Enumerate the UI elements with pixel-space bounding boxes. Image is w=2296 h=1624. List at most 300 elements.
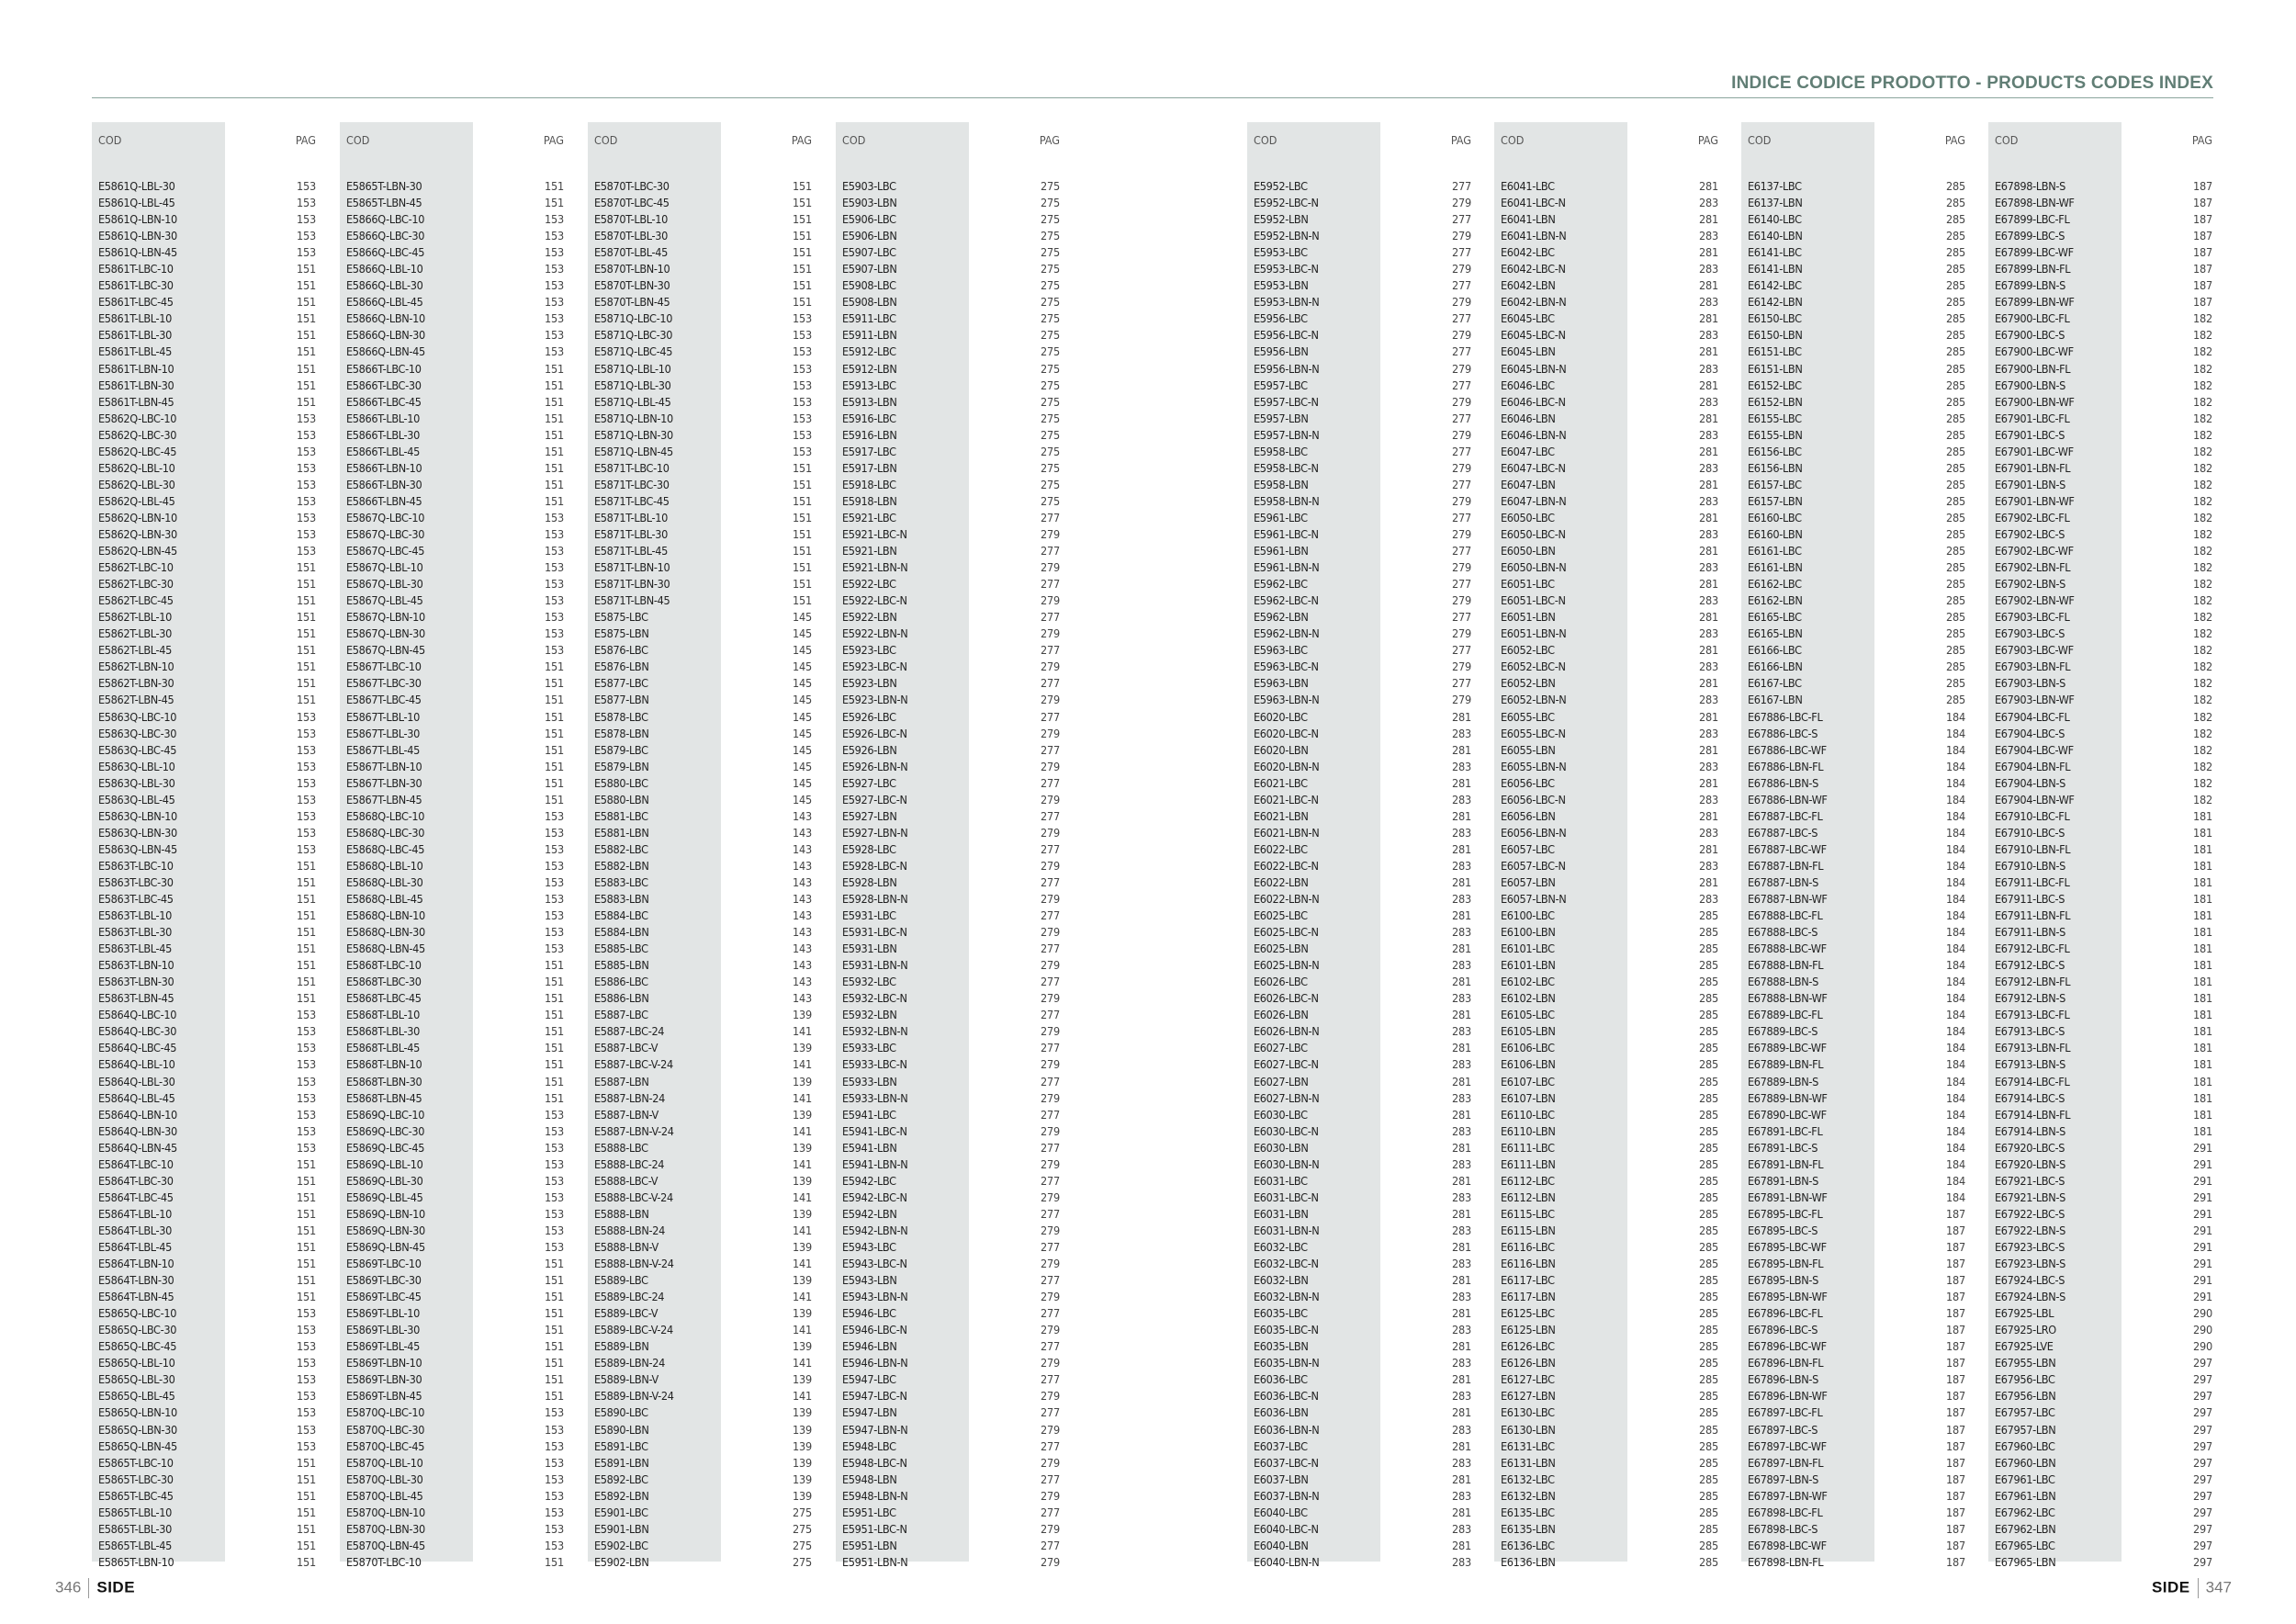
page-number: 151 <box>544 676 564 691</box>
index-row <box>1988 1438 2225 1455</box>
page-number: 285 <box>1945 510 1965 524</box>
page-number: 187 <box>2192 295 2212 310</box>
page-number: 151 <box>296 262 316 276</box>
index-row <box>340 294 577 310</box>
index-row <box>1247 726 1484 742</box>
page-number: 182 <box>2192 328 2212 343</box>
index-row <box>340 576 577 592</box>
index-row <box>340 1090 577 1107</box>
index-row <box>836 310 1073 327</box>
product-code: E67903-LBN-WF <box>1995 693 2075 707</box>
page-number: 153 <box>544 1156 564 1171</box>
product-code: E5867T-LBC-45 <box>346 693 422 707</box>
index-row <box>1741 1355 1978 1371</box>
page-number: 277 <box>1040 544 1060 558</box>
page-number: 181 <box>2192 892 2212 907</box>
index-row <box>836 493 1073 510</box>
product-code: E6105-LBN <box>1501 1024 1556 1039</box>
index-row <box>92 244 329 261</box>
page-number: 151 <box>544 1257 564 1271</box>
index-row <box>1741 759 1978 775</box>
page-number: 151 <box>544 1306 564 1321</box>
index-row <box>836 1040 1073 1056</box>
product-code: E5943-LBN <box>842 1273 897 1288</box>
product-code: E5870T-LBC-10 <box>346 1554 422 1569</box>
page-number: 283 <box>1698 626 1718 641</box>
product-code: E5870T-LBC-45 <box>594 196 670 210</box>
product-code: E5889-LBC-24 <box>594 1290 665 1304</box>
index-row <box>836 526 1073 543</box>
page-number: 153 <box>544 1140 564 1155</box>
index-row <box>1247 244 1484 261</box>
footer-divider <box>88 1578 89 1598</box>
product-code: E5869T-LBC-45 <box>346 1290 422 1304</box>
product-code: E67888-LBC-FL <box>1748 908 1823 923</box>
product-code: E5963-LBN <box>1254 676 1309 691</box>
product-code: E6116-LBC <box>1501 1240 1555 1254</box>
index-row <box>836 709 1073 726</box>
product-code: E67889-LBN-S <box>1748 1074 1818 1088</box>
product-code: E5866T-LBN-45 <box>346 493 422 508</box>
product-code: E5928-LBC-N <box>842 858 907 873</box>
product-code: E6042-LBN <box>1501 278 1556 293</box>
page-number: 182 <box>2192 493 2212 508</box>
page-number: 153 <box>544 311 564 326</box>
product-code: E5864T-LBC-10 <box>98 1156 174 1171</box>
page-header-label: PAG <box>543 133 564 147</box>
product-code: E5869Q-LBN-30 <box>346 1223 425 1237</box>
product-code: E67887-LBN-FL <box>1748 858 1824 873</box>
product-code: E5888-LBN <box>594 1206 649 1221</box>
index-row <box>1741 642 1978 659</box>
product-code: E67896-LBN-WF <box>1748 1389 1828 1404</box>
index-row <box>836 195 1073 211</box>
page-number: 141 <box>792 1024 812 1039</box>
index-row <box>1247 808 1484 825</box>
page-number: 281 <box>1451 1206 1471 1221</box>
index-row <box>92 1388 329 1404</box>
page-number: 182 <box>2192 693 2212 707</box>
product-code: E6116-LBN <box>1501 1257 1556 1271</box>
index-row <box>92 692 329 708</box>
index-row <box>588 178 825 195</box>
page-number: 151 <box>296 858 316 873</box>
index-row <box>1988 1190 2225 1206</box>
product-code: E5869T-LBL-45 <box>346 1339 420 1354</box>
page-number: 151 <box>296 328 316 343</box>
page-number: 285 <box>1945 577 1965 592</box>
page-number: 291 <box>2192 1257 2212 1271</box>
index-row <box>1247 1190 1484 1206</box>
index-row <box>836 924 1073 941</box>
index-row <box>1494 261 1731 277</box>
index-row <box>340 1140 577 1156</box>
product-code: E5888-LBN-V-24 <box>594 1257 674 1271</box>
index-row <box>836 974 1073 990</box>
index-row <box>1247 277 1484 294</box>
product-code: E67902-LBC-WF <box>1995 544 2074 558</box>
product-code: E67912-LBC-FL <box>1995 942 2070 956</box>
product-code: E67896-LBC-WF <box>1748 1339 1827 1354</box>
index-row <box>588 759 825 775</box>
product-code: E5865Q-LBL-10 <box>98 1356 175 1370</box>
product-code: E6051-LBC-N <box>1501 593 1566 608</box>
index-row <box>588 344 825 360</box>
product-code: E5891-LBN <box>594 1455 649 1470</box>
index-row <box>92 642 329 659</box>
product-code: E5868Q-LBC-45 <box>346 841 425 856</box>
product-code: E6037-LBC <box>1254 1438 1308 1453</box>
index-row <box>1494 1438 1731 1455</box>
index-row <box>1988 609 2225 626</box>
page-number: 153 <box>544 510 564 524</box>
product-code: E5865Q-LBL-45 <box>98 1389 175 1404</box>
product-code: E5887-LBN-V <box>594 1107 658 1122</box>
page-number: 151 <box>296 1554 316 1569</box>
index-row <box>92 1206 329 1223</box>
product-code: E5862Q-LBC-30 <box>98 427 177 442</box>
code-header: COD <box>1995 133 2019 147</box>
product-code: E67897-LBN-WF <box>1748 1488 1828 1503</box>
product-code: E5871Q-LBN-45 <box>594 444 673 458</box>
index-row <box>1988 626 2225 642</box>
page-number: 277 <box>1451 676 1471 691</box>
index-rows <box>340 178 577 1571</box>
product-code: E5863T-LBL-45 <box>98 942 172 956</box>
page-number: 153 <box>792 311 812 326</box>
index-row <box>1988 1355 2225 1371</box>
product-code: E67925-LVE <box>1995 1339 2054 1354</box>
product-code: E5864T-LBN-30 <box>98 1273 174 1288</box>
page-number: 285 <box>1698 1024 1718 1039</box>
product-code: E5887-LBC <box>594 1008 648 1022</box>
page-number: 283 <box>1451 858 1471 873</box>
product-code: E5878-LBC <box>594 709 648 724</box>
page-number: 153 <box>296 1107 316 1122</box>
page-number: 285 <box>1698 1173 1718 1188</box>
page-number: 281 <box>1451 1505 1471 1519</box>
index-row <box>1741 858 1978 874</box>
index-row <box>836 941 1073 957</box>
index-row <box>836 394 1073 411</box>
page-number: 281 <box>1698 411 1718 425</box>
index-row <box>340 394 577 411</box>
page-number: 297 <box>2192 1505 2212 1519</box>
product-code: E5867Q-LBC-45 <box>346 544 425 558</box>
page-number: 283 <box>1698 726 1718 740</box>
page-number: 285 <box>1698 1156 1718 1171</box>
product-code: E5863Q-LBC-45 <box>98 742 177 757</box>
index-row <box>836 1455 1073 1472</box>
index-row <box>836 1472 1073 1488</box>
product-code: E5927-LBN-N <box>842 825 908 840</box>
index-row <box>1247 477 1484 493</box>
product-code: E5908-LBC <box>842 278 896 293</box>
column-header <box>1988 133 2225 148</box>
page-number: 139 <box>792 1488 812 1503</box>
product-code: E6020-LBN <box>1254 742 1309 757</box>
index-row <box>340 1206 577 1223</box>
product-code: E67889-LBN-WF <box>1748 1090 1828 1105</box>
index-row <box>588 1371 825 1388</box>
page-number: 151 <box>296 593 316 608</box>
index-row <box>1247 891 1484 908</box>
product-code: E67895-LBC-WF <box>1748 1240 1827 1254</box>
page-number: 277 <box>1451 378 1471 392</box>
page-number: 281 <box>1451 808 1471 823</box>
product-code: E5865T-LBL-30 <box>98 1521 172 1536</box>
product-code: E67912-LBC-S <box>1995 958 2065 973</box>
index-row <box>588 1305 825 1322</box>
product-code: E5918-LBC <box>842 477 896 491</box>
index-row <box>1988 444 2225 460</box>
page-number: 153 <box>544 1438 564 1453</box>
product-code: E5907-LBN <box>842 262 897 276</box>
product-code: E67889-LBC-S <box>1748 1024 1818 1039</box>
page-number: 182 <box>2192 792 2212 806</box>
index-row <box>92 460 329 477</box>
index-row <box>1494 592 1731 609</box>
product-code: E6126-LBC <box>1501 1339 1555 1354</box>
page-number: 277 <box>1451 311 1471 326</box>
page-number: 279 <box>1040 1024 1060 1039</box>
index-row <box>1988 327 2225 344</box>
index-row <box>1247 1056 1484 1073</box>
product-code: E5912-LBC <box>842 344 896 359</box>
page-number: 283 <box>1451 958 1471 973</box>
product-code: E5947-LBC-N <box>842 1389 907 1404</box>
index-row <box>836 775 1073 792</box>
product-code: E67889-LBC-WF <box>1748 1041 1827 1055</box>
page-number: 153 <box>544 212 564 227</box>
index-row <box>340 1223 577 1239</box>
index-row <box>1247 642 1484 659</box>
product-code: E6156-LBN <box>1748 460 1803 475</box>
product-code: E6110-LBN <box>1501 1123 1556 1138</box>
page-number: 279 <box>1040 1223 1060 1237</box>
index-row <box>836 1090 1073 1107</box>
product-code: E6045-LBN <box>1501 344 1556 359</box>
page-number: 279 <box>1040 1257 1060 1271</box>
page-number: 283 <box>1698 262 1718 276</box>
page-number: 297 <box>2192 1389 2212 1404</box>
index-row <box>1247 675 1484 692</box>
product-code: E5876-LBC <box>594 643 648 658</box>
index-row <box>92 1272 329 1289</box>
page-number: 279 <box>1040 825 1060 840</box>
page-number: 153 <box>792 394 812 409</box>
index-row <box>1247 1007 1484 1023</box>
product-code: E5866Q-LBL-45 <box>346 295 423 310</box>
product-code: E67913-LBN-FL <box>1995 1041 2071 1055</box>
page-number: 275 <box>1040 477 1060 491</box>
index-row <box>340 1422 577 1438</box>
page-number: 281 <box>1451 1273 1471 1288</box>
page-header-label: PAG <box>2191 133 2212 147</box>
page-number: 281 <box>1698 676 1718 691</box>
product-code: E5958-LBN-N <box>1254 493 1320 508</box>
product-code: E5869Q-LBL-10 <box>346 1156 423 1171</box>
product-code: E5883-LBN <box>594 892 649 907</box>
index-rows <box>1988 178 2225 1571</box>
index-row <box>836 841 1073 858</box>
index-row <box>1247 957 1484 974</box>
product-code: E67922-LBC-S <box>1995 1206 2065 1221</box>
index-row <box>1247 941 1484 957</box>
index-row <box>836 344 1073 360</box>
product-code: E5868T-LBN-10 <box>346 1057 422 1072</box>
index-row <box>92 1355 329 1371</box>
index-row <box>588 427 825 444</box>
product-code: E5923-LBC-N <box>842 660 907 674</box>
product-code: E5888-LBC <box>594 1140 648 1155</box>
index-row <box>1988 957 2225 974</box>
page-number: 297 <box>2192 1438 2212 1453</box>
product-code: E6046-LBC <box>1501 378 1555 392</box>
page-number: 151 <box>544 1090 564 1105</box>
product-code: E67899-LBN-S <box>1995 278 2065 293</box>
page-number: 153 <box>792 444 812 458</box>
index-row <box>1741 808 1978 825</box>
page-number: 184 <box>1945 892 1965 907</box>
page-number: 151 <box>544 958 564 973</box>
product-code: E6136-LBN <box>1501 1554 1556 1569</box>
page-number: 153 <box>296 726 316 740</box>
product-code: E67913-LBC-FL <box>1995 1008 2070 1022</box>
page-number: 182 <box>2192 510 2212 524</box>
product-code: E5921-LBC-N <box>842 526 907 541</box>
index-row <box>340 444 577 460</box>
product-code: E5869Q-LBL-45 <box>346 1190 423 1204</box>
product-code: E67895-LBC-S <box>1748 1223 1818 1237</box>
page-number: 277 <box>1040 1041 1060 1055</box>
index-row <box>1247 1305 1484 1322</box>
index-row <box>588 559 825 576</box>
page-number: 281 <box>1698 808 1718 823</box>
index-row <box>1988 394 2225 411</box>
product-code: E5862T-LBN-30 <box>98 676 174 691</box>
index-row <box>1494 1107 1731 1123</box>
product-code: E5932-LBN <box>842 1008 897 1022</box>
page-number: 275 <box>1040 394 1060 409</box>
product-code: E6132-LBC <box>1501 1472 1555 1486</box>
product-code: E5942-LBC-N <box>842 1190 907 1204</box>
index-rows <box>92 178 329 1571</box>
page-number: 153 <box>544 825 564 840</box>
page-number: 182 <box>2192 660 2212 674</box>
index-row <box>588 1140 825 1156</box>
product-code: E6036-LBN-N <box>1254 1422 1320 1437</box>
page-number: 277 <box>1040 908 1060 923</box>
page-number: 181 <box>2192 1074 2212 1088</box>
index-row <box>1247 1371 1484 1388</box>
product-code: E5906-LBN <box>842 229 897 243</box>
product-code: E5868Q-LBL-45 <box>346 892 423 907</box>
product-code: E6022-LBN-N <box>1254 892 1320 907</box>
product-code: E6020-LBN-N <box>1254 759 1320 773</box>
index-column <box>588 122 825 1569</box>
product-code: E5887-LBN <box>594 1074 649 1088</box>
index-row <box>1247 874 1484 891</box>
page-number: 277 <box>1040 1472 1060 1486</box>
index-row <box>340 924 577 941</box>
index-row <box>92 1488 329 1505</box>
page-number: 281 <box>1698 643 1718 658</box>
index-row <box>588 908 825 924</box>
index-row <box>1988 675 2225 692</box>
page-number: 281 <box>1451 975 1471 989</box>
page-number: 139 <box>792 1273 812 1288</box>
index-row <box>1988 775 2225 792</box>
page-number: 153 <box>544 925 564 940</box>
index-row <box>340 493 577 510</box>
product-code: E6055-LBC-N <box>1501 726 1566 740</box>
product-code: E67900-LBN-FL <box>1995 361 2071 376</box>
product-code: E5868T-LBC-30 <box>346 975 422 989</box>
page-number: 285 <box>1698 1008 1718 1022</box>
page-number: 277 <box>1040 1505 1060 1519</box>
product-code: E5869Q-LBN-10 <box>346 1206 425 1221</box>
page-number: 153 <box>296 825 316 840</box>
index-row <box>1247 1322 1484 1338</box>
product-code: E67903-LBC-WF <box>1995 643 2074 658</box>
index-row <box>1494 775 1731 792</box>
page-number: 143 <box>792 925 812 940</box>
product-code: E5884-LBC <box>594 908 648 923</box>
product-code: E67886-LBN-S <box>1748 775 1818 790</box>
page-number: 153 <box>544 245 564 260</box>
product-code: E5864T-LBL-45 <box>98 1240 172 1254</box>
product-code: E6057-LBC <box>1501 841 1555 856</box>
product-code: E5946-LBN-N <box>842 1356 908 1370</box>
index-row <box>588 228 825 244</box>
page-number: 184 <box>1945 1024 1965 1039</box>
page-number: 279 <box>1040 626 1060 641</box>
page-number: 187 <box>1945 1405 1965 1420</box>
product-code: E5868Q-LBN-10 <box>346 908 425 923</box>
index-row <box>92 908 329 924</box>
page-number: 182 <box>2192 444 2212 458</box>
page-number: 281 <box>1698 311 1718 326</box>
index-row <box>1988 1322 2225 1338</box>
product-code: E5868T-LBL-30 <box>346 1024 420 1039</box>
index-row <box>1988 1090 2225 1107</box>
product-code: E6030-LBC-N <box>1254 1123 1319 1138</box>
page-number: 277 <box>1040 1074 1060 1088</box>
index-row <box>1247 1173 1484 1190</box>
page-number: 143 <box>792 892 812 907</box>
index-row <box>836 742 1073 759</box>
index-row <box>1494 957 1731 974</box>
page-number: 151 <box>544 709 564 724</box>
index-row <box>836 1438 1073 1455</box>
page-number: 181 <box>2192 874 2212 889</box>
product-code: E5861Q-LBN-10 <box>98 212 177 227</box>
index-row <box>1741 1206 1978 1223</box>
page-number: 184 <box>1945 1090 1965 1105</box>
page-number: 153 <box>296 1140 316 1155</box>
product-code: E5871T-LBN-30 <box>594 577 670 592</box>
index-row <box>836 261 1073 277</box>
product-code: E67898-LBN-FL <box>1748 1554 1824 1569</box>
page-number: 182 <box>2192 394 2212 409</box>
index-row <box>836 1023 1073 1040</box>
index-row <box>1741 460 1978 477</box>
product-code: E5865Q-LBL-30 <box>98 1372 175 1387</box>
page-number: 277 <box>1451 477 1471 491</box>
product-code: E5865T-LBN-10 <box>98 1554 174 1569</box>
product-code: E5861T-LBL-10 <box>98 311 172 326</box>
